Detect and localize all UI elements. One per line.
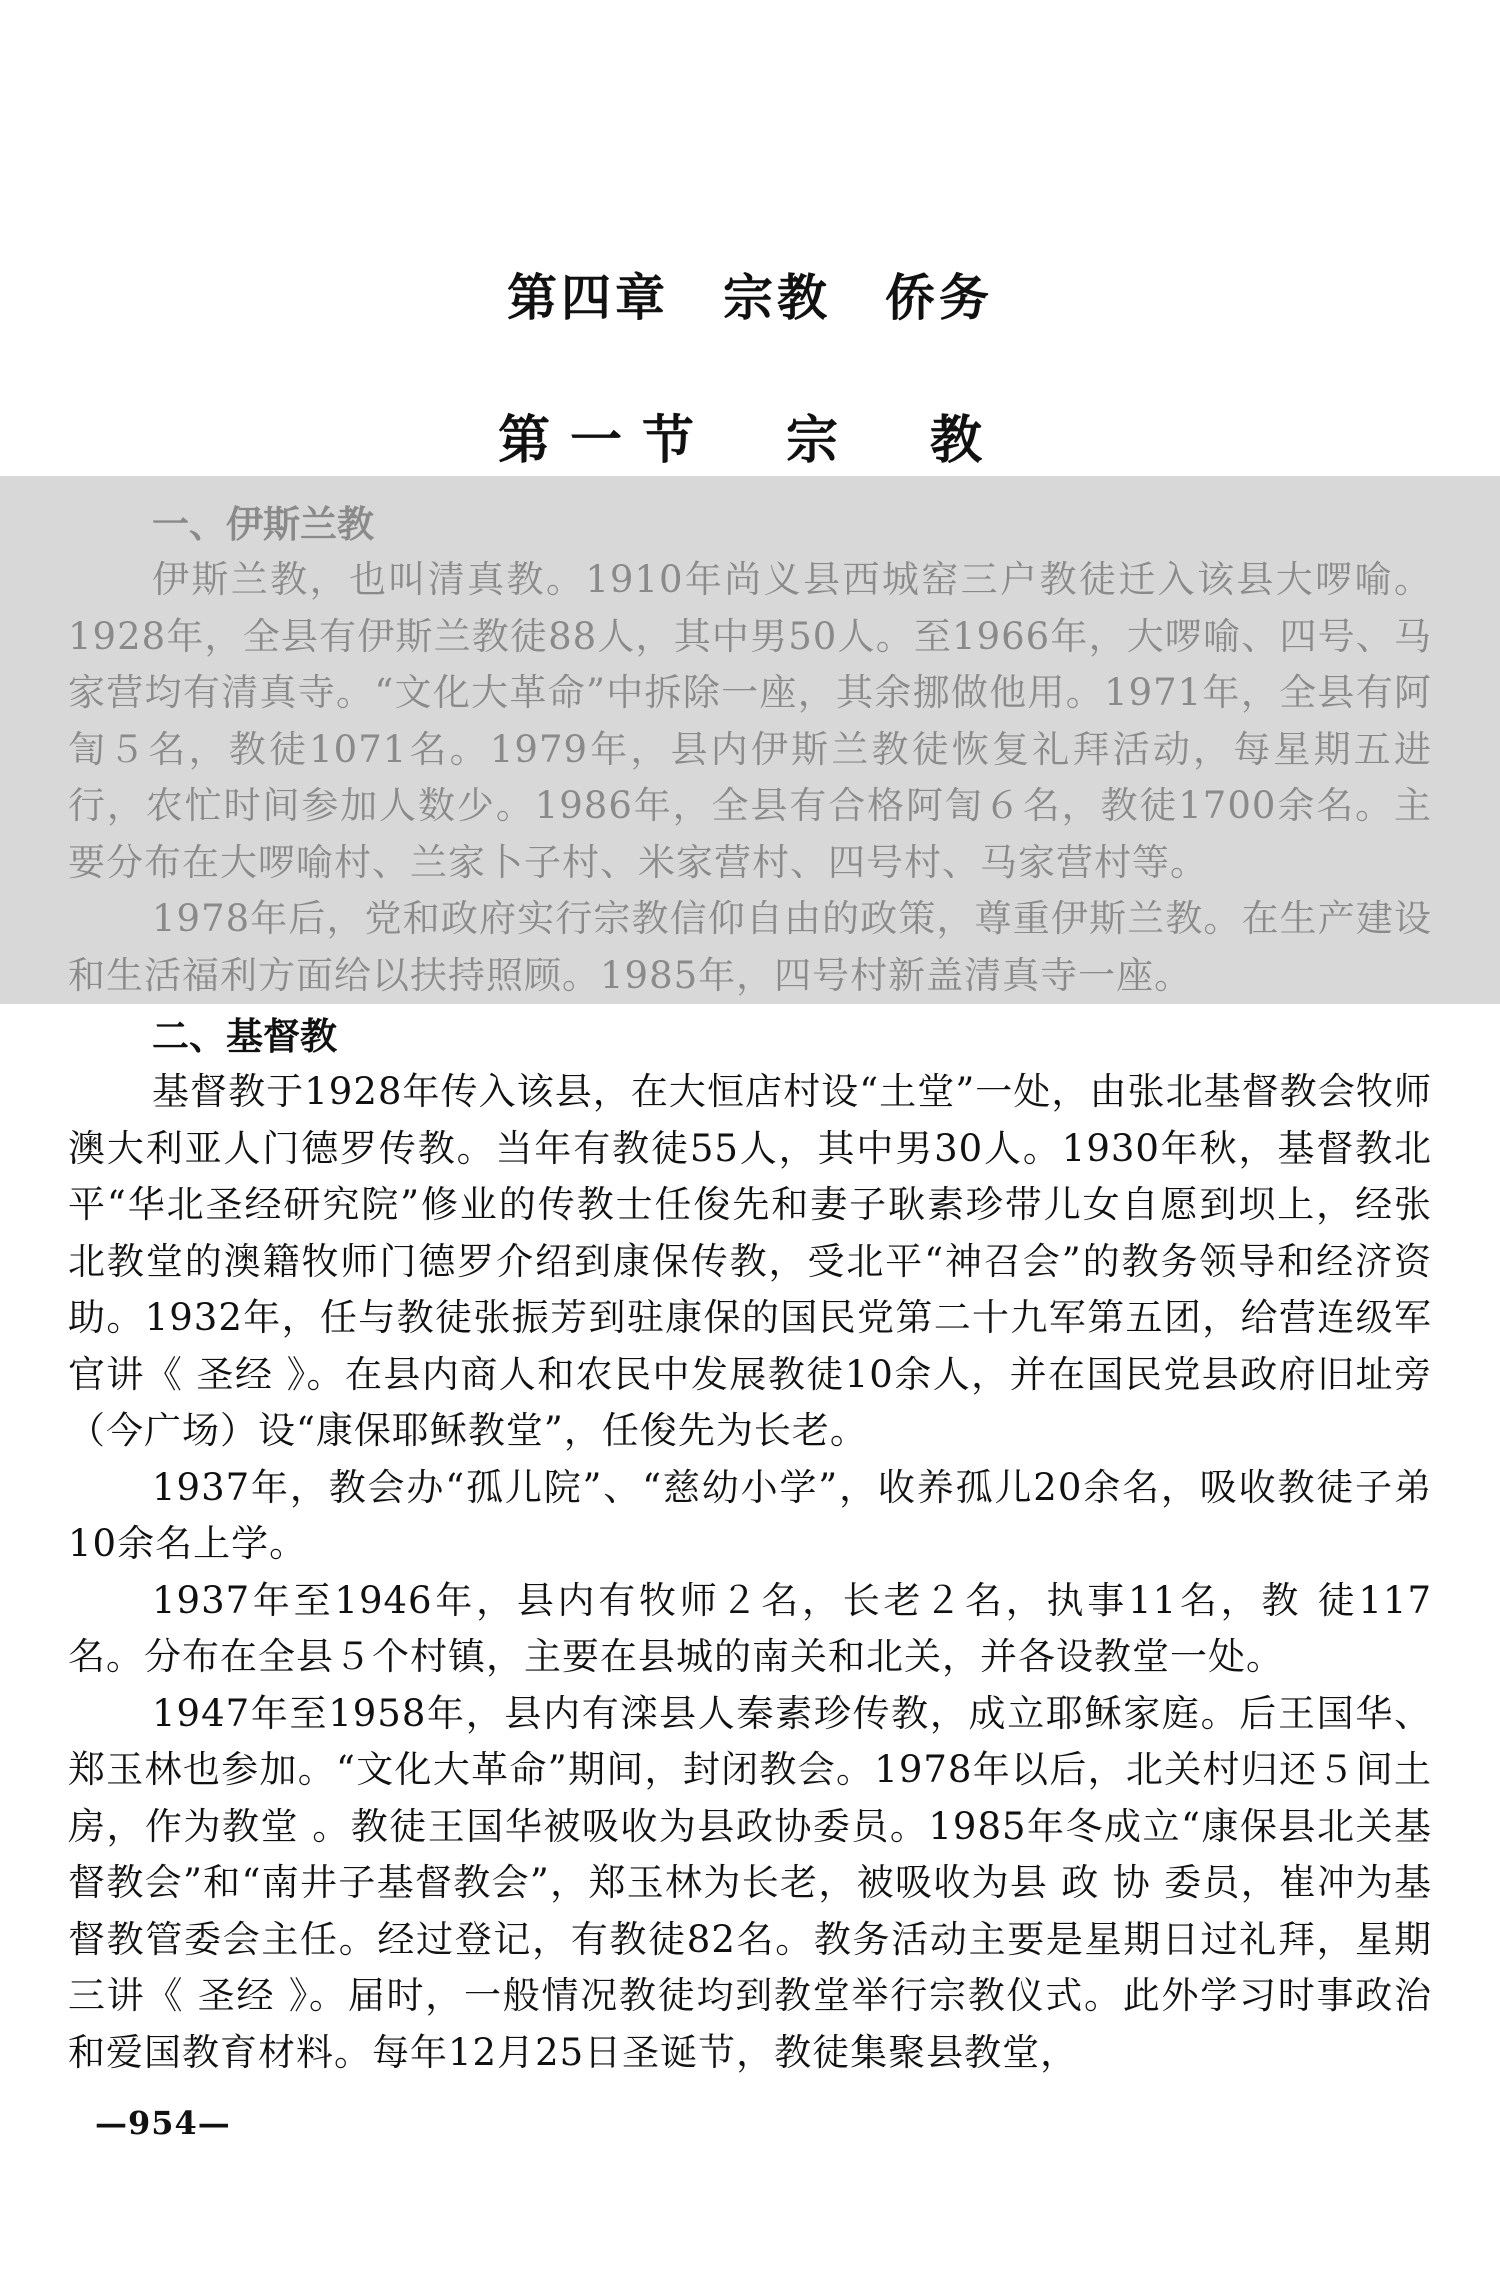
paragraph: 1937年至1946年，县内有牧师２名，长老２名，执事11名，教 徒117名。分布在全县５个村镇，主要在县城的南关和北关，并各设教堂一处。 — [68, 1578, 1432, 1678]
islam-section — [68, 496, 1432, 1004]
paragraph: 1937年，教会办“孤儿院”、“慈幼小学”，收养孤儿20余名，吸收教徒子弟10余名上学。 — [68, 1465, 1432, 1565]
paragraph: 基督教于1928年传入该县，在大恒店村设“土堂”一处，由张北基督教会牧师澳大利亚人门德罗传教。当年有教徒55人，其中男30人。1930年秋，基督教北平“华北圣经研究院”修业的传教士任俊先和妻子耿素珍带儿女自愿到坝上，经张北教堂的澳籍牧师门德罗介绍到康保传教，受北平“神召会”的教务领导和经济资助。1932年，任与教徒张振芳到驻康保的国民党第二十九军第五团，给营连级军官讲《 圣经 》。在县内商人和农民中发展教徒10余人，并在国民党县政府旧址旁（今广场）设“康保耶稣教堂”，任俊先为长老。 — [68, 1070, 1432, 1452]
paragraph: 1978年后，党和政府实行宗教信仰自由的政策，尊重伊斯兰教。在生产建设和生活福利方面给以扶持照顾。1985年，四号村新盖清真寺一座。 — [68, 897, 1432, 997]
paragraph: 1947年至1958年，县内有滦县人秦素珍传教，成立耶稣家庭。后王国华、郑玉林也参加。“文化大革命”期间，封闭教会。1978年以后，北关村归还５间土房，作为教堂 。教徒王国华被吸收为县政协委员。1985年冬成立“康保县北关基督教会”和“南井子基督教会”，郑玉林为长老，被吸收为县 政 协 委员，崔冲为基督教管委会主任。经过登记，有教徒82名。教务活动主要是星期日过礼拜，星期三讲《 圣经 》。届时，一般情况教徒均到教堂举行宗教仪式。此外学习时事政治和爱国教育材料。每年12月25日圣诞节，教徒集聚县教堂， — [68, 1691, 1432, 2074]
christianity-heading: 二、基督教 — [152, 1014, 337, 1058]
section-title: 第一节 宗 教 — [497, 410, 1002, 471]
christianity-section — [68, 1008, 1432, 2081]
islam-heading: 一、伊斯兰教 — [152, 502, 374, 546]
chapter-title: 第四章 宗教 侨务 — [507, 268, 993, 327]
page-number: —954— — [95, 2104, 231, 2142]
paragraph: 伊斯兰教，也叫清真教。1910年尚义县西城窑三户教徒迁入该县大啰喻。1928年，全县有伊斯兰教徒88人，其中男50人。至1966年，大啰喻、四号、马家营均有清真寺。“文化大革命”中拆除一座，其余挪做他用。1971年，全县有阿訇５名，教徒1071名。1979年，县内伊斯兰教徒恢复礼拜活动，每星期五进行，农忙时间参加人数少。1986年，全县有合格阿訇６名，教徒1700余名。主要分布在大啰喻村、兰家卜子村、米家营村、四号村、马家营村等。 — [68, 558, 1432, 884]
